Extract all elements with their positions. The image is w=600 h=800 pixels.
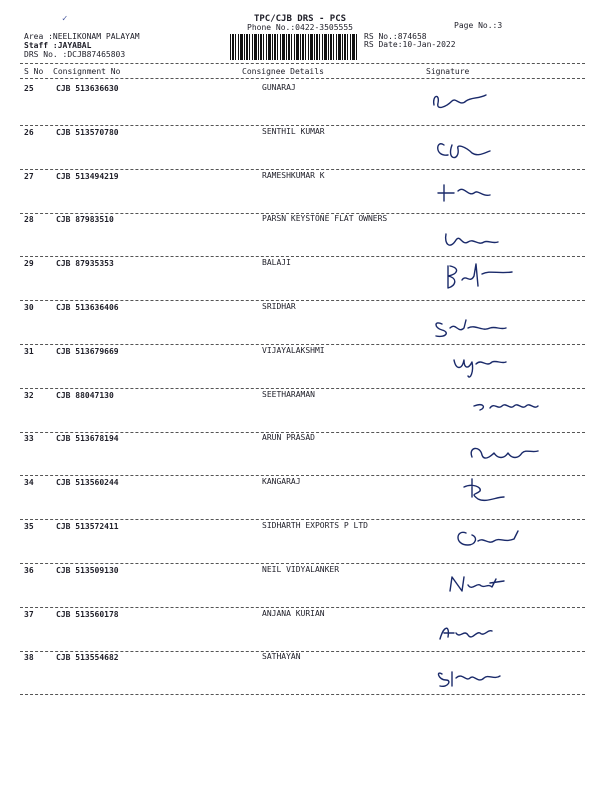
table-row [0, 171, 600, 215]
consignment-number: CJB 513636406 [56, 303, 119, 312]
handwritten-signature [430, 615, 580, 655]
handwritten-signature [438, 260, 588, 300]
serial-number: 37 [24, 609, 34, 619]
drs-number: DRS No. :DCJB87465803 [24, 50, 126, 59]
serial-number: 25 [24, 84, 34, 93]
serial-number: 26 [24, 127, 34, 137]
serial-number: 30 [24, 303, 34, 312]
sheet-title: TPC/CJB DRS - PCS [253, 14, 347, 24]
consignment-number: CJB 513560244 [56, 478, 119, 488]
consignee-name: SENTHIL KUMAR [262, 126, 325, 136]
serial-number: 27 [24, 171, 34, 181]
handwritten-signature [426, 87, 576, 127]
table-row [0, 390, 600, 434]
serial-number: 28 [24, 215, 34, 225]
consignee-name: SEETHARAMAN [262, 389, 315, 399]
table-row [0, 521, 600, 565]
table-row [0, 127, 600, 171]
handwritten-signature [446, 348, 596, 388]
handwritten-signature [448, 523, 598, 563]
serial-number: 35 [24, 522, 34, 531]
consignment-number: CJB 513494219 [56, 171, 119, 181]
table-row [0, 83, 600, 127]
consignment-number: CJB 513570780 [56, 127, 119, 137]
serial-number: 34 [24, 478, 34, 488]
table-row [0, 258, 600, 302]
consignment-number: CJB 87935353 [56, 259, 114, 269]
consignee-name: NEIL VIDYALANKER [262, 564, 340, 574]
page-number: Page No.:3 [454, 21, 503, 30]
divider [20, 78, 585, 79]
consignee-name: KANGARAJ [262, 477, 301, 487]
handwritten-signature [434, 175, 584, 215]
table-row [0, 346, 600, 390]
table-row [0, 477, 600, 521]
phone-number: Phone No.:0422-3505555 [247, 23, 353, 32]
consignment-number: CJB 513509130 [56, 565, 119, 575]
col-sno: S No [24, 67, 44, 76]
consignee-name: PARSN KEYSTONE FLAT OWNERS [262, 214, 388, 224]
col-consignment: Consignment No [53, 67, 121, 76]
consignee-name: SRIDHAR [262, 302, 296, 311]
rs-number: RS No.:874658 [364, 32, 427, 41]
col-signature: Signature [426, 67, 470, 76]
consignment-number: CJB 513679669 [56, 346, 119, 356]
table-row [0, 652, 600, 696]
table-row [0, 565, 600, 609]
col-consignee: Consignee Details [242, 67, 324, 76]
consignment-number: CJB 513560178 [56, 609, 119, 619]
handwritten-signature [460, 437, 600, 477]
barcode [230, 34, 358, 60]
serial-number: 38 [24, 653, 34, 663]
consignee-name: ARUN PRASAD [262, 433, 315, 443]
table-row [0, 302, 600, 346]
consignment-number: CJB 87983510 [56, 215, 114, 225]
table-row [0, 609, 600, 653]
consignment-number: CJB 513636630 [56, 84, 119, 93]
area-label: Area :NEELIKONAM PALAYAM [24, 32, 140, 41]
consignee-name: ANJANA KURIAN [262, 608, 325, 618]
consignee-name: RAMESHKUMAR K [262, 170, 325, 180]
serial-number: 32 [24, 390, 34, 400]
serial-number: 31 [24, 346, 34, 356]
table-row [0, 214, 600, 258]
divider [20, 63, 585, 64]
rs-date: RS Date:10-Jan-2022 [364, 40, 456, 49]
handwritten-signature [464, 388, 600, 428]
consignment-number: CJB 88047130 [56, 390, 114, 400]
row-divider [20, 694, 585, 695]
check-mark-icon: ✓ [62, 14, 68, 24]
consignee-name: BALAJI [262, 258, 291, 268]
handwritten-signature [456, 473, 600, 513]
serial-number: 36 [24, 565, 34, 575]
serial-number: 29 [24, 259, 34, 269]
consignment-number: CJB 513572411 [56, 522, 119, 531]
serial-number: 33 [24, 434, 34, 444]
staff-label: Staff :JAYABAL [24, 41, 92, 50]
consignee-name: VIJAYALAKSHMI [262, 345, 325, 355]
consignment-number: CJB 513554682 [56, 653, 119, 663]
handwritten-signature [440, 567, 590, 607]
consignee-name: SIDHARTH EXPORTS P LTD [262, 521, 368, 530]
consignment-number: CJB 513678194 [56, 434, 119, 444]
consignee-name: SATHAYAN [262, 652, 301, 662]
consignee-name: GUNARAJ [262, 83, 296, 92]
table-row [0, 433, 600, 477]
